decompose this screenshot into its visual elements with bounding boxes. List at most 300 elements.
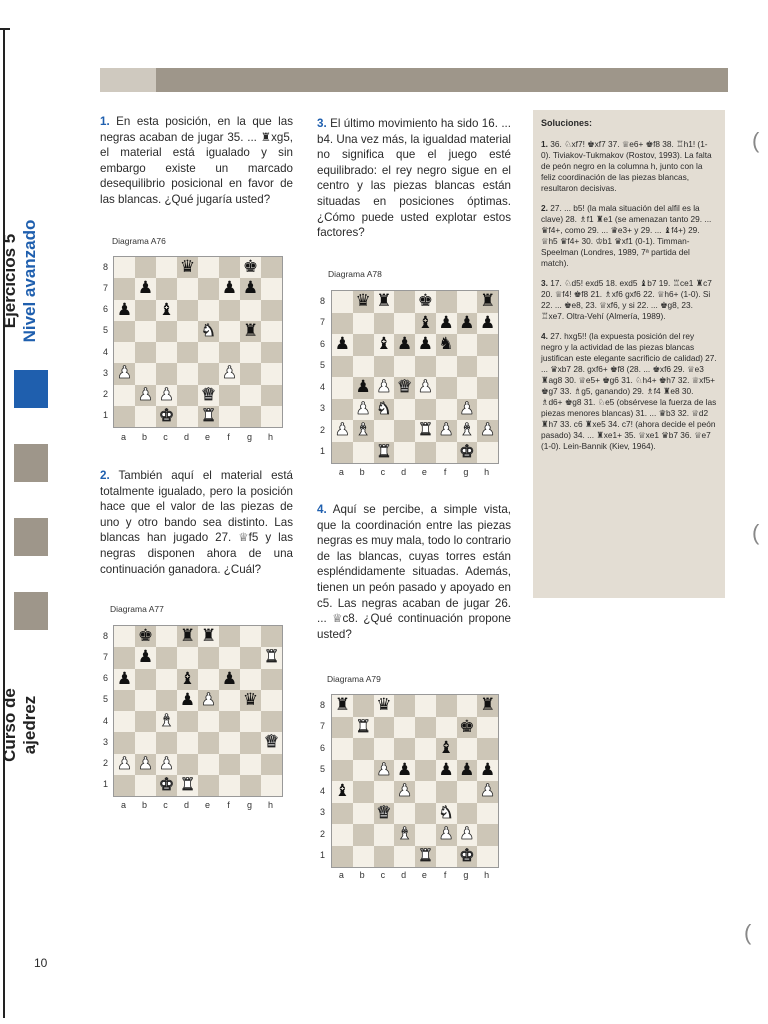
board-square	[198, 363, 219, 384]
black-pawn-icon: ♟	[137, 647, 154, 668]
exercise-3: 3. El último movimiento ha sido 16. ... b4. Una vez más, la igualdad material no significa que el juego esté equilibrado: el rey negro sigue en el centro y las piezas blancas están situadas en posiciones óptimas. ¿Cómo puede usted explotar estos factores?	[317, 117, 511, 240]
diagram-label: Diagrama A77	[110, 604, 164, 614]
board-square	[135, 754, 156, 775]
board-square	[415, 399, 436, 421]
board-square	[198, 711, 219, 732]
board-square	[219, 647, 240, 668]
board-square	[135, 711, 156, 732]
black-bishop-icon: ♝	[376, 334, 392, 355]
board-square	[394, 291, 415, 313]
board-square	[457, 377, 478, 399]
board-square	[374, 803, 395, 825]
board-square	[219, 385, 240, 406]
board-square	[457, 846, 478, 868]
page-number: 10	[34, 956, 48, 970]
board-square	[374, 313, 395, 335]
side-color-block	[14, 444, 48, 482]
board-square	[394, 695, 415, 717]
board-square	[198, 732, 219, 753]
board-square	[261, 690, 282, 711]
board-square	[219, 775, 240, 796]
solution-item: 1. 36. ♘xf7! ♚xf7 37. ♕e6+ ♚f8 38. ♖h1! (1-0). Tiviakov-Tukmakov (Rostov, 1993). La falta de peón negro en la columna h, junto con la feliz coordinación de las piezas blancas, resultaron decisivas.	[541, 139, 712, 193]
board-square	[436, 760, 457, 782]
solutions-box	[533, 110, 725, 598]
board-square	[156, 406, 177, 427]
white-bishop-icon: ♝	[397, 824, 413, 845]
board-square	[261, 385, 282, 406]
file-labels: a b c d e f g h	[338, 870, 490, 880]
board-square	[219, 732, 240, 753]
board-square	[198, 647, 219, 668]
black-bishop-icon: ♝	[438, 738, 454, 759]
board-square	[477, 738, 498, 760]
board-square	[477, 334, 498, 356]
board-square	[374, 377, 395, 399]
board-square	[477, 291, 498, 313]
board-square	[394, 377, 415, 399]
black-rook-icon: ♜	[334, 695, 350, 716]
board-square	[261, 406, 282, 427]
board-square	[353, 399, 374, 421]
white-queen-icon: ♛	[200, 384, 217, 405]
board-square	[394, 356, 415, 378]
board-square	[219, 278, 240, 299]
board-square	[114, 732, 135, 753]
board-square	[394, 334, 415, 356]
side-color-block	[14, 518, 48, 556]
white-pawn-icon: ♟	[355, 398, 371, 419]
board-square	[436, 717, 457, 739]
board-square	[261, 363, 282, 384]
board-square	[436, 377, 457, 399]
board-square	[394, 846, 415, 868]
board-square	[457, 717, 478, 739]
board-square	[332, 399, 353, 421]
board-square	[156, 321, 177, 342]
board-square	[114, 669, 135, 690]
board-square	[477, 695, 498, 717]
exercise-1: 1. En esta posición, en la que las negras acaban de jugar 35. ... ♜xg5, el material está igualado y sin embargo existe un marcado desequilibrio posicional en favor de las blancas. ¿Qué jugaría usted?	[100, 115, 293, 206]
white-knight-icon: ♞	[376, 398, 392, 419]
board-square	[415, 313, 436, 335]
white-pawn-icon: ♟	[116, 753, 133, 774]
board-square	[177, 278, 198, 299]
board-square	[436, 334, 457, 356]
white-pawn-icon: ♟	[158, 753, 175, 774]
diagram-label: Diagrama A79	[327, 674, 381, 684]
black-queen-icon: ♛	[179, 257, 196, 278]
board-square	[177, 711, 198, 732]
board-square	[477, 356, 498, 378]
board-square	[240, 754, 261, 775]
board-square	[240, 626, 261, 647]
board-square	[156, 647, 177, 668]
solution-item: 3. 17. ♘d5! exd5 18. exd5 ♝b7 19. ♖ce1 ♜c7 20. ♕f4! ♚f8 21. ♗xf6 gxf6 22. ♕h6+ (1-0). Si 22. ... ♚e8, 23. ♕xf6, y si 22. ... ♚g8, 23. ♖xe7. Oltra-Vehí (Almería, 1989).	[541, 278, 712, 321]
board-square	[261, 278, 282, 299]
file-labels: a b c d e f g h	[338, 467, 490, 477]
white-bishop-icon: ♝	[459, 420, 475, 441]
side-course-title: Curso de ajedrez	[0, 688, 39, 762]
board-square	[374, 760, 395, 782]
board-square	[156, 626, 177, 647]
board-square	[436, 824, 457, 846]
black-rook-icon: ♜	[480, 695, 496, 716]
board-square	[477, 313, 498, 335]
black-rook-icon: ♜	[200, 626, 217, 647]
black-bishop-icon: ♝	[179, 668, 196, 689]
board-square	[261, 257, 282, 278]
board-square	[436, 356, 457, 378]
board-square	[415, 824, 436, 846]
board-square	[415, 334, 436, 356]
board-square	[394, 442, 415, 464]
white-pawn-icon: ♟	[480, 781, 496, 802]
white-pawn-icon: ♟	[438, 420, 454, 441]
board-square	[177, 669, 198, 690]
board-square	[240, 647, 261, 668]
board-square	[240, 406, 261, 427]
board-square	[177, 406, 198, 427]
board-square	[135, 278, 156, 299]
board-square	[114, 690, 135, 711]
side-color-block	[14, 370, 48, 408]
board-square	[332, 313, 353, 335]
board-square	[261, 711, 282, 732]
diagram-label: Diagrama A78	[328, 269, 382, 279]
board-square	[415, 695, 436, 717]
board-square	[332, 738, 353, 760]
white-queen-icon: ♛	[376, 802, 392, 823]
rank-labels: 8 7 6 5 4 3 2 1	[102, 261, 108, 421]
black-bishop-icon: ♝	[158, 299, 175, 320]
board-square	[477, 824, 498, 846]
white-pawn-icon: ♟	[417, 377, 433, 398]
white-pawn-icon: ♟	[397, 781, 413, 802]
black-rook-icon: ♜	[179, 626, 196, 647]
side-section-title: Ejercicios 5 Nivel avanzado	[0, 219, 39, 343]
board-square	[415, 846, 436, 868]
board-square	[114, 406, 135, 427]
board-square	[415, 803, 436, 825]
board-square	[240, 669, 261, 690]
board-square	[394, 717, 415, 739]
board-square	[457, 313, 478, 335]
board-square	[219, 711, 240, 732]
side-color-block	[14, 592, 48, 630]
board-square	[240, 711, 261, 732]
black-queen-icon: ♛	[242, 689, 259, 710]
board-square	[477, 717, 498, 739]
board-square	[477, 760, 498, 782]
board-square	[156, 257, 177, 278]
white-pawn-icon: ♟	[137, 753, 154, 774]
board-square	[177, 754, 198, 775]
board-square	[332, 334, 353, 356]
board-square	[477, 803, 498, 825]
board-square	[240, 321, 261, 342]
board-square	[156, 342, 177, 363]
board-square	[198, 775, 219, 796]
white-pawn-icon: ♟	[116, 363, 133, 384]
board-square	[477, 420, 498, 442]
board-square	[156, 385, 177, 406]
board-square	[219, 342, 240, 363]
board-square	[477, 399, 498, 421]
board-square	[261, 342, 282, 363]
white-rook-icon: ♜	[355, 716, 371, 737]
board-square	[436, 313, 457, 335]
white-pawn-icon: ♟	[158, 384, 175, 405]
board-square	[177, 385, 198, 406]
white-rook-icon: ♜	[179, 774, 196, 795]
board-square	[457, 803, 478, 825]
white-pawn-icon: ♟	[438, 824, 454, 845]
board-square	[332, 781, 353, 803]
board-square	[177, 647, 198, 668]
black-pawn-icon: ♟	[116, 668, 133, 689]
board-square	[436, 291, 457, 313]
board-square	[332, 356, 353, 378]
board-square	[457, 334, 478, 356]
board-square	[177, 321, 198, 342]
solution-item: 4. 27. hxg5!! (la expuesta posición del rey negro y la actividad de las piezas blancas justifican este elegante sacrificio de calidad) 27. ... ♛xb7 28. gxf6+ ♚f8 (28. ... ♚xf6 29. ♕e3 ♜ag8 30. ♕e5+ ♚g6 31. ♘h4+ ♚h7 32. ♕xf5+ ♚g7 33. ♗g5, ganando) 29. ♗f4 ♜e8 30. ♗d6+ ♚g8 31. ♘e5 (obsérvese la fuerza de las piezas menores blancas) 31. ... ♛b3 32. ♕d2 ♜h7 33. c6 ♜xe5 34. c7! (ahora decide el peón pasado) 34. ... ♜xe1+ 35. ♕xe1 ♛b7 36. ♕e7 (1-0). Lein-Bannik (Kiev, 1964).	[541, 331, 717, 451]
rank-labels: 8 7 6 5 4 3 2 1	[319, 295, 325, 457]
board-square	[457, 760, 478, 782]
board-square	[261, 775, 282, 796]
white-queen-icon: ♛	[263, 732, 280, 753]
board-square	[177, 775, 198, 796]
board-square	[198, 278, 219, 299]
crop-mark-vertical	[3, 28, 5, 1018]
black-pawn-icon: ♟	[355, 377, 371, 398]
black-king-icon: ♚	[459, 716, 475, 737]
black-pawn-icon: ♟	[480, 759, 496, 780]
board-square	[353, 760, 374, 782]
board-square	[353, 781, 374, 803]
board-square	[374, 334, 395, 356]
black-queen-icon: ♛	[376, 695, 392, 716]
chess-board-a78	[331, 290, 499, 464]
board-square	[374, 695, 395, 717]
board-square	[457, 356, 478, 378]
board-square	[353, 824, 374, 846]
exercise-2: 2. También aquí el material está totalmente igualado, pero la posición hace que el valor de las piezas de uno y otro bando sea distinto. Las blancas han jugado 27. ♕f5 y las negras disponen ahora de una continuación ganadora. ¿Cuál?	[100, 469, 293, 576]
board-square	[156, 278, 177, 299]
board-square	[240, 732, 261, 753]
white-king-icon: ♚	[158, 405, 175, 426]
board-square	[436, 695, 457, 717]
board-square	[477, 781, 498, 803]
board-square	[219, 406, 240, 427]
board-square	[394, 313, 415, 335]
white-pawn-icon: ♟	[376, 759, 392, 780]
board-square	[135, 363, 156, 384]
white-king-icon: ♚	[459, 845, 475, 866]
black-pawn-icon: ♟	[179, 689, 196, 710]
board-square	[394, 760, 415, 782]
board-square	[219, 257, 240, 278]
board-square	[332, 824, 353, 846]
white-pawn-icon: ♟	[480, 420, 496, 441]
black-pawn-icon: ♟	[242, 278, 259, 299]
board-square	[477, 377, 498, 399]
board-square	[261, 754, 282, 775]
black-queen-icon: ♛	[355, 291, 371, 312]
board-square	[135, 775, 156, 796]
board-square	[135, 342, 156, 363]
black-pawn-icon: ♟	[221, 668, 238, 689]
board-square	[332, 760, 353, 782]
board-square	[332, 846, 353, 868]
board-square	[198, 669, 219, 690]
board-square	[240, 300, 261, 321]
black-pawn-icon: ♟	[221, 278, 238, 299]
black-rook-icon: ♜	[376, 291, 392, 312]
board-square	[114, 775, 135, 796]
board-square	[415, 420, 436, 442]
board-square	[415, 717, 436, 739]
board-square	[240, 342, 261, 363]
board-square	[353, 377, 374, 399]
board-square	[477, 442, 498, 464]
board-square	[436, 781, 457, 803]
board-square	[135, 321, 156, 342]
board-square	[477, 846, 498, 868]
board-square	[415, 356, 436, 378]
board-square	[198, 690, 219, 711]
white-bishop-icon: ♝	[158, 711, 175, 732]
solutions-title: Soluciones:	[541, 118, 593, 128]
white-queen-icon: ♛	[397, 377, 413, 398]
board-square	[374, 781, 395, 803]
board-square	[332, 717, 353, 739]
black-pawn-icon: ♟	[116, 299, 133, 320]
black-king-icon: ♚	[242, 257, 259, 278]
board-square	[415, 291, 436, 313]
binding-hole-mark: (	[752, 128, 760, 153]
rank-labels: 8 7 6 5 4 3 2 1	[319, 699, 325, 861]
board-square	[219, 626, 240, 647]
white-pawn-icon: ♟	[137, 384, 154, 405]
white-pawn-icon: ♟	[221, 363, 238, 384]
board-square	[114, 711, 135, 732]
board-square	[353, 695, 374, 717]
board-square	[219, 321, 240, 342]
chess-board-a76	[113, 256, 283, 428]
black-knight-icon: ♞	[438, 334, 454, 355]
black-pawn-icon: ♟	[397, 334, 413, 355]
white-king-icon: ♚	[459, 441, 475, 462]
white-knight-icon: ♞	[438, 802, 454, 823]
board-square	[261, 669, 282, 690]
board-square	[394, 420, 415, 442]
board-square	[415, 781, 436, 803]
black-pawn-icon: ♟	[480, 312, 496, 333]
file-labels: a b c d e f g h	[120, 432, 273, 442]
board-square	[353, 442, 374, 464]
board-square	[353, 803, 374, 825]
board-square	[177, 342, 198, 363]
board-square	[156, 363, 177, 384]
board-square	[261, 321, 282, 342]
black-rook-icon: ♜	[480, 291, 496, 312]
board-square	[240, 257, 261, 278]
board-square	[177, 257, 198, 278]
file-labels: a b c d e f g h	[120, 800, 273, 810]
black-bishop-icon: ♝	[334, 781, 350, 802]
board-square	[198, 342, 219, 363]
board-square	[332, 291, 353, 313]
board-square	[374, 738, 395, 760]
board-square	[240, 278, 261, 299]
board-square	[156, 732, 177, 753]
white-pawn-icon: ♟	[376, 377, 392, 398]
board-square	[219, 669, 240, 690]
board-square	[135, 385, 156, 406]
board-square	[198, 321, 219, 342]
board-square	[135, 669, 156, 690]
board-square	[156, 300, 177, 321]
board-square	[114, 342, 135, 363]
board-square	[394, 824, 415, 846]
board-square	[177, 690, 198, 711]
board-square	[415, 760, 436, 782]
board-square	[261, 300, 282, 321]
board-square	[219, 363, 240, 384]
board-square	[332, 377, 353, 399]
black-pawn-icon: ♟	[334, 334, 350, 355]
board-square	[332, 695, 353, 717]
board-square	[177, 626, 198, 647]
board-square	[353, 356, 374, 378]
rank-labels: 8 7 6 5 4 3 2 1	[102, 630, 108, 790]
black-king-icon: ♚	[137, 626, 154, 647]
white-pawn-icon: ♟	[200, 689, 217, 710]
black-pawn-icon: ♟	[438, 759, 454, 780]
board-square	[114, 626, 135, 647]
board-square	[457, 420, 478, 442]
board-square	[261, 647, 282, 668]
board-square	[457, 399, 478, 421]
board-square	[219, 300, 240, 321]
board-square	[198, 406, 219, 427]
board-square	[198, 300, 219, 321]
board-square	[198, 385, 219, 406]
header-bar	[100, 68, 728, 92]
black-bishop-icon: ♝	[417, 312, 433, 333]
white-king-icon: ♚	[158, 774, 175, 795]
board-square	[374, 824, 395, 846]
black-pawn-icon: ♟	[438, 312, 454, 333]
board-square	[457, 781, 478, 803]
white-rook-icon: ♜	[376, 441, 392, 462]
board-square	[156, 690, 177, 711]
solution-item: 2. 27. ... b5! (la mala situación del alfil es la clave) 28. ♗f1 ♜e1 (se amenazan tanto 29. ... ♛f4+, como 29. ... ♛e3+ y 29. ... ♝f4+) 29. ♕h5 ♛f4+ 30. ♔b1 ♛xf1 (0-1). Timman-Speelman (Londres, 1989, 7ª partida del match).	[541, 203, 712, 268]
black-pawn-icon: ♟	[459, 759, 475, 780]
board-square	[177, 300, 198, 321]
board-square	[353, 717, 374, 739]
board-square	[135, 732, 156, 753]
white-knight-icon: ♞	[200, 320, 217, 341]
board-square	[135, 257, 156, 278]
board-square	[374, 291, 395, 313]
board-square	[436, 399, 457, 421]
board-square	[457, 738, 478, 760]
board-square	[261, 732, 282, 753]
board-square	[240, 690, 261, 711]
board-square	[374, 399, 395, 421]
board-square	[156, 775, 177, 796]
